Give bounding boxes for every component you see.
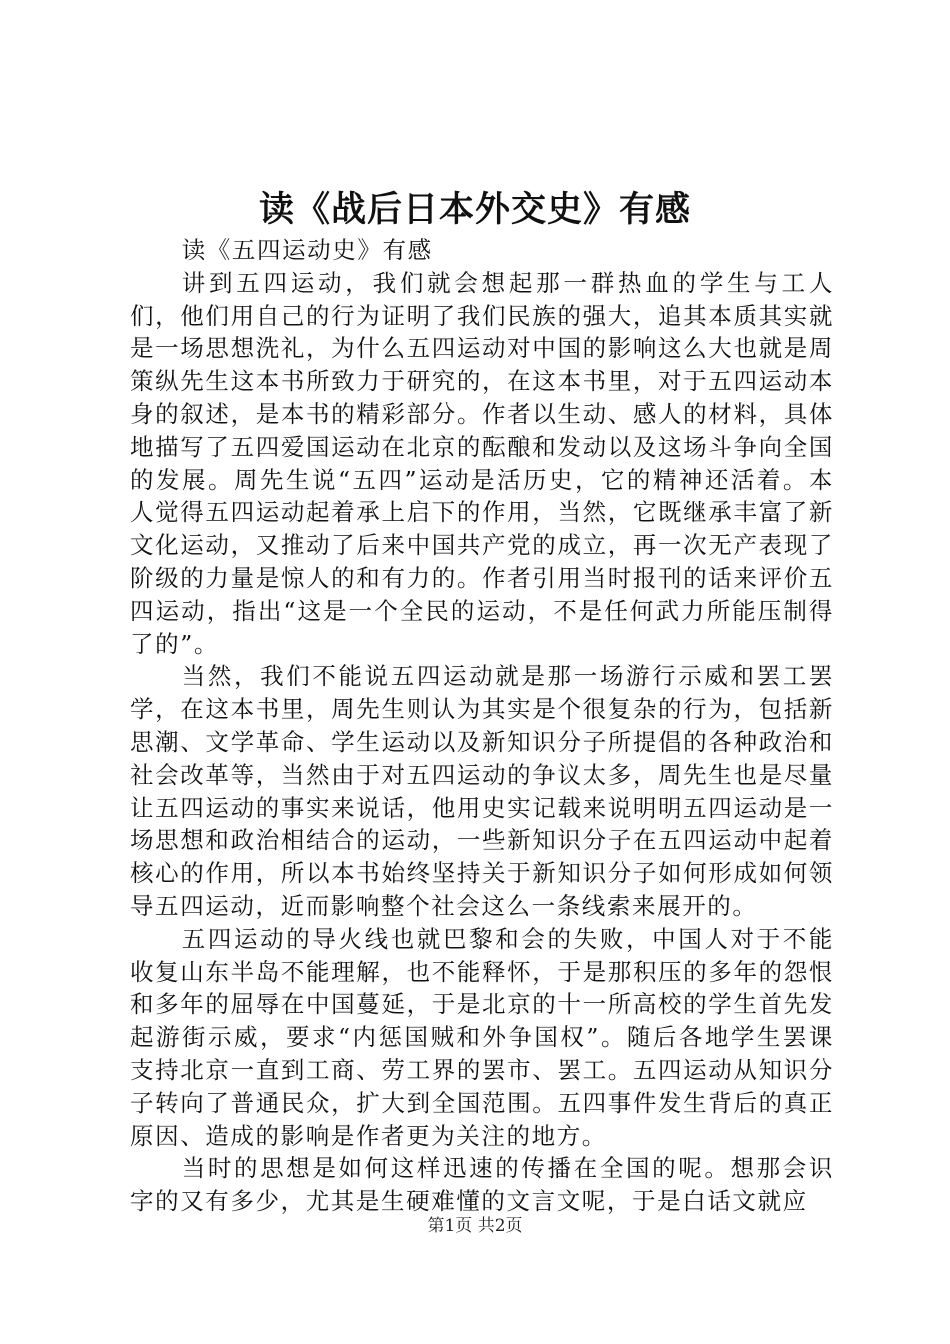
body-paragraph: 讲到五四运动，我们就会想起那一群热血的学生与工人们，他们用自己的行为证明了我们民族的强大，追其本质其实就是一场思想洗礼，为什么五四运动对中国的影响这么大也就是周策纵先生这本书所致力于研究的，在这本书里，对于五四运动本身的叙述，是本书的精彩部分。作者以生动、感人的材料，具体地描写了五四爱国运动在北京的酝酿和发动以及这场斗争向全国的发展。周先生说“五四”运动是活历史，它的精神还活着。本人觉得五四运动起着承上启下的作用，当然，它既继承丰富了新文化运动，又推动了后来中国共产党的成立，再一次无产表现了阶级的力量是惊人的和有力的。作者引用当时报刊的话来评价五四运动，指出“这是一个全民的运动，不是任何武力所能压制得了的”。 [130,268,834,658]
page-number-footer: 第1页 共2页 [427,1216,523,1236]
document-body [130,234,834,1218]
subtitle-paragraph: 读《五四运动史》有感 [181,236,433,264]
body-paragraph: 当时的思想是如何这样迅速的传播在全国的呢。想那会识字的又有多少，尤其是生硬难懂的文言文呢，于是白话文就应 [130,1154,834,1216]
body-paragraph: 五四运动的导火线也就巴黎和会的失败，中国人对于不能收复山东半岛不能理解，也不能释怀，于是那积压的多年的怨恨和多年的屈辱在中国蔓延，于是北京的十一所高校的学生首先发起游街示威，要求“内惩国贼和外争国权”。随后各地学生罢课支持北京一直到工商、劳工界的罢市、罢工。五四运动从知识分子转向了普通民众，扩大到全国范围。五四事件发生背后的真正原因、造成的影响是作者更为关注的地方。 [130,924,834,1150]
document-title: 读《战后日本外交史》有感 [258,189,691,230]
body-paragraph: 当然，我们不能说五四运动就是那一场游行示威和罢工罢学，在这本书里，周先生则认为其实是个很复杂的行为，包括新思潮、文学革命、学生运动以及新知识分子所提倡的各种政治和社会改革等，当然由于对五四运动的争议太多，周先生也是尽量让五四运动的事实来说话，他用史实记载来说明明五四运动是一场思想和政治相结合的运动，一些新知识分子在五四运动中起着核心的作用，所以本书始终坚持关于新知识分子如何形成如何领导五四运动，近而影响整个社会这么一条线索来展开的。 [130,662,834,920]
